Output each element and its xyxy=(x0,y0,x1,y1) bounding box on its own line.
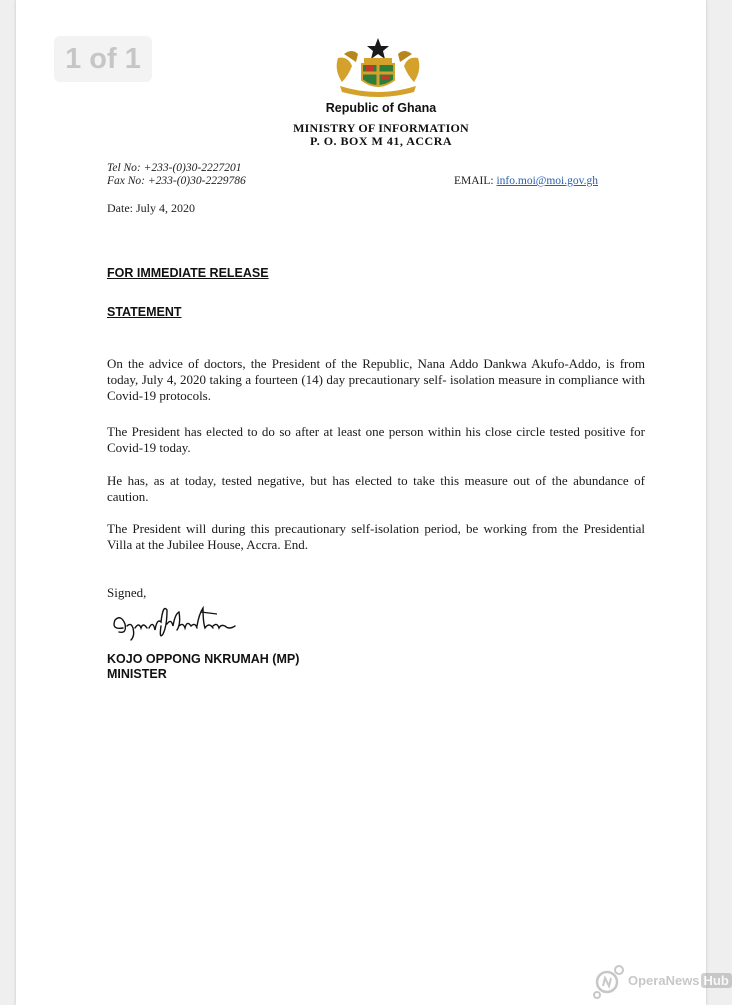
page-counter: 1 of 1 xyxy=(54,36,152,82)
email-line xyxy=(454,175,598,187)
email-link[interactable]: info.moi@moi.gov.gh xyxy=(496,175,599,187)
country-name: Republic of Ghana xyxy=(325,101,437,115)
statement-heading: STATEMENT xyxy=(107,305,182,319)
body-paragraph: On the advice of doctors, the President of the Republic, Nana Addo Dankwa Akufo-Addo, is from today, July 4, 2020 taking a fourteen (14) day precautionary self- isolation measure in compliance with Covid-19 protocols. xyxy=(107,356,645,403)
watermark xyxy=(591,962,729,1000)
body-paragraph: He has, as at today, tested negative, but has elected to take this measure out of the abundance of caution. xyxy=(107,473,645,504)
coat-of-arms-icon xyxy=(330,36,426,96)
document-page xyxy=(16,0,729,1005)
release-heading: FOR IMMEDIATE RELEASE xyxy=(107,266,269,280)
document-date: Date: July 4, 2020 xyxy=(107,201,195,215)
body-paragraph: The President will during this precautionary self-isolation period, be working from the Presidential Villa at the Jubilee House, Accra. End. xyxy=(107,521,645,552)
telephone-number: Tel No: +233-(0)30-2227201 xyxy=(107,162,242,174)
email-label: EMAIL: xyxy=(454,175,497,187)
body-paragraph: The President has elected to do so after at least one person within his close circle tested positive for Covid-19 today. xyxy=(107,424,645,455)
opera-news-hub-logo-icon xyxy=(591,962,627,1000)
signed-label: Signed, xyxy=(107,585,147,600)
postal-address: P. O. BOX M 41, ACCRA xyxy=(309,134,453,148)
watermark-text xyxy=(628,973,732,988)
signatory-name: KOJO OPPONG NKRUMAH (MP) xyxy=(107,652,300,666)
handwritten-signature xyxy=(109,600,254,646)
signatory-title: MINISTER xyxy=(107,667,167,681)
watermark-hub: Hub xyxy=(701,973,732,988)
ministry-name: MINISTRY OF INFORMATION xyxy=(293,121,469,135)
fax-number: Fax No: +233-(0)30-2229786 xyxy=(107,175,246,187)
watermark-brand: OperaNews xyxy=(628,973,700,988)
